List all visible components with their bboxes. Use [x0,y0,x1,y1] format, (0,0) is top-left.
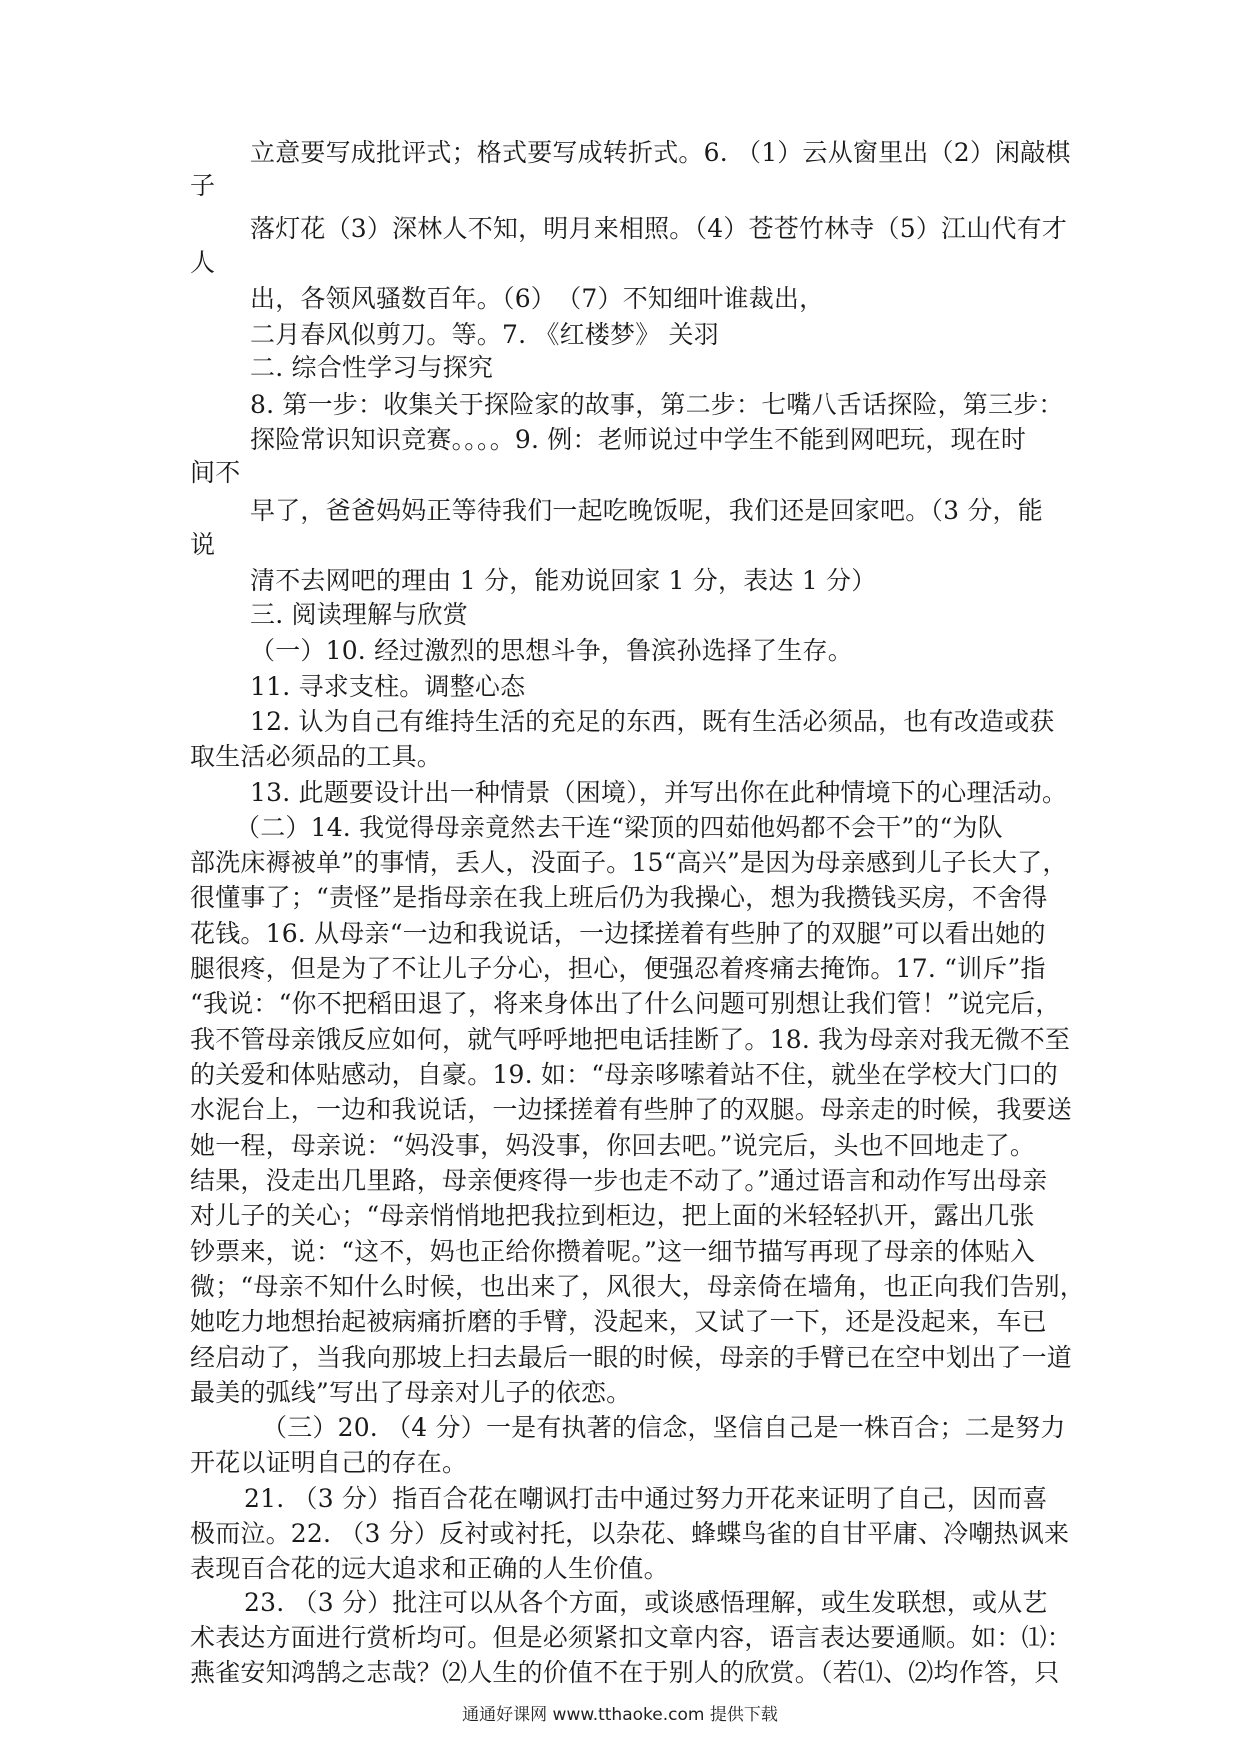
text-line: 表现百合花的远大追求和正确的人生价值。 [190,1554,669,1583]
text-line: 水泥台上，一边和我说话，一边揉搓着有些肿了的双腿。母亲走的时候，我要送 [190,1095,1073,1124]
text-line: 21. （3 分）指百合花在嘲讽打击中通过努力开花来证明了自己，因而喜 [244,1484,1048,1513]
text-line: 部洗床褥被单”的事情，丢人，没面子。15“高兴”是因为母亲感到儿子长大了， [190,848,1068,877]
text-line: 12. 认为自己有维持生活的充足的东西，既有生活必须品，也有改造或获 [250,707,1055,736]
section-heading: 二. 综合性学习与探究 [250,353,494,382]
text-line: 花钱。16. 从母亲“一边和我说话，一边揉搓着有些肿了的双腿”可以看出她的 [190,919,1046,948]
text-line: 早了，爸爸妈妈正等待我们一起吃晚饭呢，我们还是回家吧。（3 分，能 [250,496,1043,525]
text-line: 说 [190,530,216,559]
text-line: 很懂事了；“责怪”是指母亲在我上班后仍为我操心，想为我攒钱买房，不舍得 [190,883,1048,912]
text-line: 微；“母亲不知什么时候，也出来了，风很大，母亲倚在墙角，也正向我们告别， [190,1272,1085,1301]
text-line: 11. 寻求支柱。调整心态 [250,672,526,701]
text-line: 最美的弧线”写出了母亲对儿子的依恋。 [190,1378,632,1407]
text-line: 她吃力地想抬起被病痛折磨的手臂，没起来，又试了一下，还是没起来，车已 [190,1307,1047,1336]
text-line: 极而泣。22. （3 分）反衬或衬托，以杂花、蜂蝶鸟雀的自甘平庸、冷嘲热讽来 [190,1519,1070,1548]
text-line: 人 [190,248,216,277]
text-line: 我不管母亲饿反应如何，就气呼呼地把电话挂断了。18. 我为母亲对我无微不至 [190,1025,1071,1054]
text-line: 的关爱和体贴感动，自豪。19. 如：“母亲哆嗦着站不住，就坐在学校大门口的 [190,1060,1058,1089]
text-line: （一）10. 经过激烈的思想斗争，鲁滨孙选择了生存。 [250,636,853,665]
text-line: 立意要写成批评式；格式要写成转折式。6. （1）云从窗里出（2）闲敲棋 [250,138,1071,167]
text-line: （二）14. 我觉得母亲竟然去干连“梁顶的四茹他妈都不会干”的“为队 [235,813,1003,842]
text-line: 23. （3 分）批注可以从各个方面，或谈感悟理解，或生发联想，或从艺 [244,1588,1048,1617]
section-heading: 三. 阅读理解与欣赏 [250,600,468,629]
text-line: 二月春风似剪刀。等。7. 《红楼梦》 关羽 [250,320,719,349]
text-line: 腿很疼，但是为了不让儿子分心，担心，便强忍着疼痛去掩饰。17. “训斥”指 [190,954,1046,983]
text-line: 对儿子的关心；“母亲悄悄地把我拉到柜边，把上面的米轻轻扒开，露出几张 [190,1201,1035,1230]
text-line: 取生活必须品的工具。 [190,742,443,771]
text-line: 落灯花（3）深林人不知，明月来相照。（4）苍苍竹林寺（5）江山代有才 [250,214,1068,243]
text-line: 探险常识知识竞赛。。。。9. 例：老师说过中学生不能到网吧玩，现在时 [250,425,1027,454]
text-line: 间不 [190,458,241,487]
page-footer: 通通好课网 www.tthaoke.com 提供下载 [462,1705,778,1725]
text-line: “我说：“你不把稻田退了，将来身体出了什么问题可别想让我们管！”说完后， [190,989,1061,1018]
text-line: （三）20. （4 分）一是有执著的信念，坚信自己是一株百合；二是努力 [262,1413,1066,1442]
text-line: 燕雀安知鸿鹄之志哉？⑵人生的价值不在于别人的欣赏。（若⑴、⑵均作答，只 [190,1658,1060,1687]
text-line: 结果，没走出几里路，母亲便疼得一步也走不动了。”通过语言和动作写出母亲 [190,1166,1048,1195]
text-line: 子 [190,171,216,200]
text-line: 钞票来，说：“这不，妈也正给你攒着呢。”这一细节描写再现了母亲的体贴入 [190,1237,1036,1266]
text-line: 8. 第一步：收集关于探险家的故事，第二步：七嘴八舌话探险，第三步： [250,390,1064,419]
text-line: 出，各领风骚数百年。（6） （7）不知细叶谁裁出， [250,284,825,313]
text-line: 清不去网吧的理由 1 分，能劝说回家 1 分，表达 1 分） [250,566,877,595]
text-line: 开花以证明自己的存在。 [190,1448,468,1477]
text-line: 她一程，母亲说：“妈没事，妈没事，你回去吧。”说完后，头也不回地走了。 [190,1131,1036,1160]
text-line: 术表达方面进行赏析均可。但是必须紧扣文章内容，语言表达要通顺。如：⑴： [190,1623,1073,1652]
text-line: 13. 此题要设计出一种情景（困境），并写出你在此种情境下的心理活动。 [250,778,1068,807]
text-line: 经启动了，当我向那坡上扫去最后一眼的时候，母亲的手臂已在空中划出了一道 [190,1343,1073,1372]
